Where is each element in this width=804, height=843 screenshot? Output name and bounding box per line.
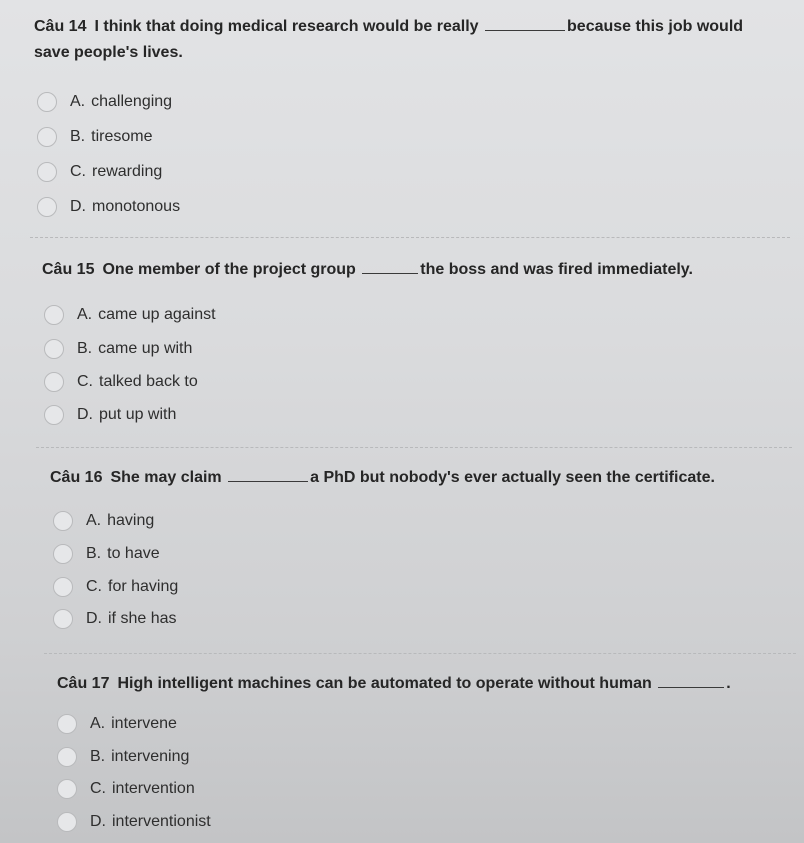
option-letter: A. bbox=[77, 306, 93, 323]
option-14-c[interactable] bbox=[37, 160, 162, 184]
option-letter: A. bbox=[86, 512, 102, 529]
option-text: intervention bbox=[112, 780, 195, 797]
option-text: rewarding bbox=[92, 163, 163, 180]
option-letter: D. bbox=[90, 813, 106, 830]
question-16 bbox=[50, 465, 715, 491]
option-16-d[interactable] bbox=[53, 607, 176, 631]
question-divider bbox=[36, 447, 792, 448]
question-number: Câu 16 bbox=[50, 469, 103, 486]
option-14-a[interactable] bbox=[37, 90, 172, 114]
option-17-c[interactable] bbox=[57, 777, 195, 801]
question-text-after: because this job would save people's lives. bbox=[34, 18, 744, 61]
option-text: tiresome bbox=[91, 128, 153, 145]
question-15 bbox=[42, 257, 693, 283]
option-text: monotonous bbox=[92, 198, 181, 215]
option-text: if she has bbox=[108, 610, 177, 627]
question-number: Câu 17 bbox=[57, 675, 110, 692]
question-text-before: She may claim bbox=[110, 469, 222, 486]
answer-blank bbox=[485, 16, 565, 31]
option-text: challenging bbox=[91, 93, 173, 110]
question-divider bbox=[30, 237, 790, 238]
option-14-d[interactable] bbox=[37, 195, 180, 219]
option-text: having bbox=[107, 512, 155, 529]
option-letter: C. bbox=[70, 163, 86, 180]
option-14-b[interactable] bbox=[37, 125, 152, 149]
radio-button[interactable] bbox=[44, 372, 64, 392]
option-letter: B. bbox=[90, 748, 106, 765]
option-text: for having bbox=[108, 578, 179, 595]
question-14 bbox=[34, 14, 774, 66]
option-15-b[interactable] bbox=[44, 337, 192, 361]
answer-blank bbox=[228, 467, 308, 482]
option-text: to have bbox=[107, 545, 160, 562]
option-text: intervene bbox=[111, 715, 177, 732]
option-letter: C. bbox=[86, 578, 102, 595]
radio-button[interactable] bbox=[53, 511, 73, 531]
question-17 bbox=[57, 671, 731, 697]
radio-button[interactable] bbox=[44, 405, 64, 425]
option-15-d[interactable] bbox=[44, 403, 176, 427]
option-17-d[interactable] bbox=[57, 810, 211, 834]
option-16-b[interactable] bbox=[53, 542, 160, 566]
option-letter: C. bbox=[77, 373, 93, 390]
radio-button[interactable] bbox=[44, 339, 64, 359]
radio-button[interactable] bbox=[57, 714, 77, 734]
option-text: talked back to bbox=[99, 373, 198, 390]
question-number: Câu 14 bbox=[34, 18, 87, 35]
option-17-a[interactable] bbox=[57, 712, 177, 736]
option-text: put up with bbox=[99, 406, 177, 423]
option-letter: D. bbox=[77, 406, 93, 423]
option-letter: B. bbox=[70, 128, 86, 145]
radio-button[interactable] bbox=[57, 812, 77, 832]
option-16-c[interactable] bbox=[53, 575, 178, 599]
option-17-b[interactable] bbox=[57, 745, 189, 769]
option-15-c[interactable] bbox=[44, 370, 198, 394]
radio-button[interactable] bbox=[37, 162, 57, 182]
radio-button[interactable] bbox=[37, 92, 57, 112]
question-text-before: I think that doing medical research would be really bbox=[94, 18, 479, 35]
radio-button[interactable] bbox=[53, 577, 73, 597]
question-number: Câu 15 bbox=[42, 261, 95, 278]
question-text-after: a PhD but nobody's ever actually seen the certificate. bbox=[310, 469, 715, 486]
radio-button[interactable] bbox=[53, 609, 73, 629]
radio-button[interactable] bbox=[57, 747, 77, 767]
option-letter: A. bbox=[90, 715, 106, 732]
question-text-after: the boss and was fired immediately. bbox=[420, 261, 693, 278]
answer-blank bbox=[362, 259, 418, 274]
question-text-before: High intelligent machines can be automated to operate without human bbox=[117, 675, 652, 692]
option-letter: D. bbox=[86, 610, 102, 627]
radio-button[interactable] bbox=[37, 127, 57, 147]
question-text-before: One member of the project group bbox=[102, 261, 356, 278]
question-text-after: . bbox=[726, 675, 731, 692]
option-16-a[interactable] bbox=[53, 509, 154, 533]
radio-button[interactable] bbox=[37, 197, 57, 217]
option-letter: A. bbox=[70, 93, 86, 110]
option-text: intervening bbox=[111, 748, 190, 765]
option-letter: D. bbox=[70, 198, 86, 215]
option-letter: B. bbox=[77, 340, 93, 357]
option-letter: B. bbox=[86, 545, 102, 562]
option-text: interventionist bbox=[112, 813, 211, 830]
option-text: came up with bbox=[98, 340, 193, 357]
option-letter: C. bbox=[90, 780, 106, 797]
answer-blank bbox=[658, 673, 724, 688]
radio-button[interactable] bbox=[44, 305, 64, 325]
radio-button[interactable] bbox=[57, 779, 77, 799]
option-15-a[interactable] bbox=[44, 303, 216, 327]
question-divider bbox=[44, 653, 796, 654]
radio-button[interactable] bbox=[53, 544, 73, 564]
option-text: came up against bbox=[98, 306, 216, 323]
